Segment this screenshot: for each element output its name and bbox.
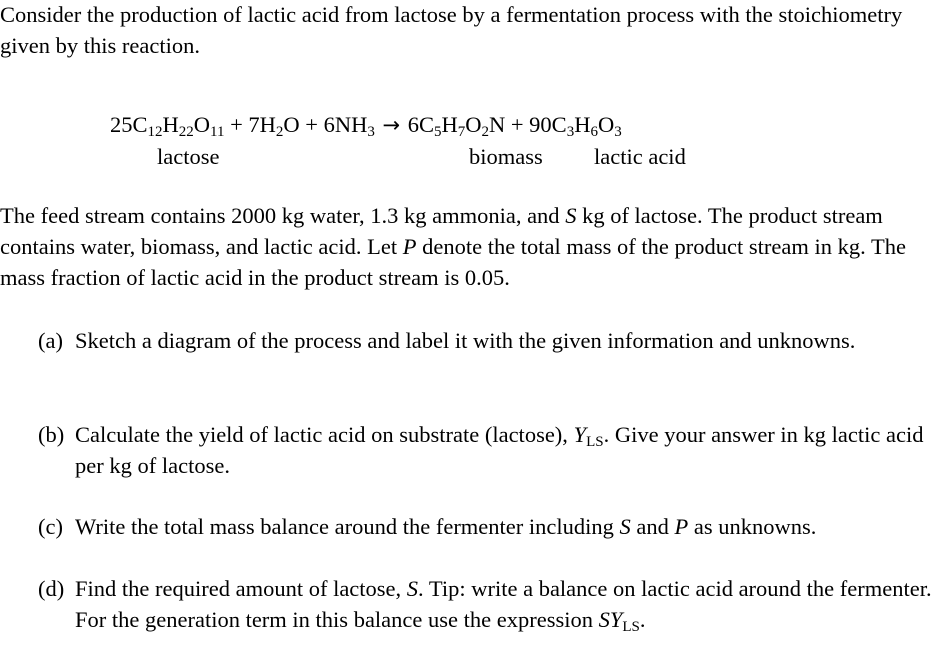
- question-b-text: Calculate the yield of lactic acid on substrate (lactose), YLS. Give your answer in kg lactic acid per kg of lactose.: [75, 422, 924, 478]
- question-c: [38, 511, 933, 542]
- question-d: [38, 573, 933, 635]
- equation-label-biomass: biomass: [469, 144, 543, 169]
- intro-paragraph: Consider the production of lactic acid from lactose by a fermentation process with the stoichiometry given by this reaction.: [0, 2, 903, 58]
- reaction-arrow-icon: →: [382, 113, 401, 137]
- question-b-tag: (b): [38, 422, 65, 447]
- equation-label-lactose: lactose: [157, 144, 220, 169]
- reaction-equation: $25C_{12}H_{22}O_{11} + 7H_2O + 6NH_3 \to 6C_5H_7O_2N + 90C_3H_6O_3$: [110, 112, 622, 140]
- equation-label-lactic-acid: lactic acid: [594, 144, 686, 169]
- feed-paragraph: The feed stream contains 2000 kg water, 1.3 kg ammonia, and S kg of lactose. The product stream contains water, biomass, and lactic acid. Let P denote the total mass of the product stream in kg. The mass fraction of lactic acid in the product stream is 0.05.: [0, 203, 906, 290]
- question-d-text: Find the required amount of lactose, S. Tip: write a balance on lactic acid around the fermenter. For the generation term in this balance use the expression SYLS.: [75, 576, 932, 635]
- question-c-text: Write the total mass balance around the fermenter including S and P as unknowns.: [75, 514, 817, 539]
- question-a-tag: (a): [38, 328, 63, 353]
- question-d-tag: (d): [38, 576, 65, 601]
- question-b: [38, 419, 933, 481]
- question-a: [38, 325, 933, 356]
- question-c-tag: (c): [38, 514, 63, 539]
- question-a-text: Sketch a diagram of the process and label it with the given information and unknowns.: [75, 328, 856, 353]
